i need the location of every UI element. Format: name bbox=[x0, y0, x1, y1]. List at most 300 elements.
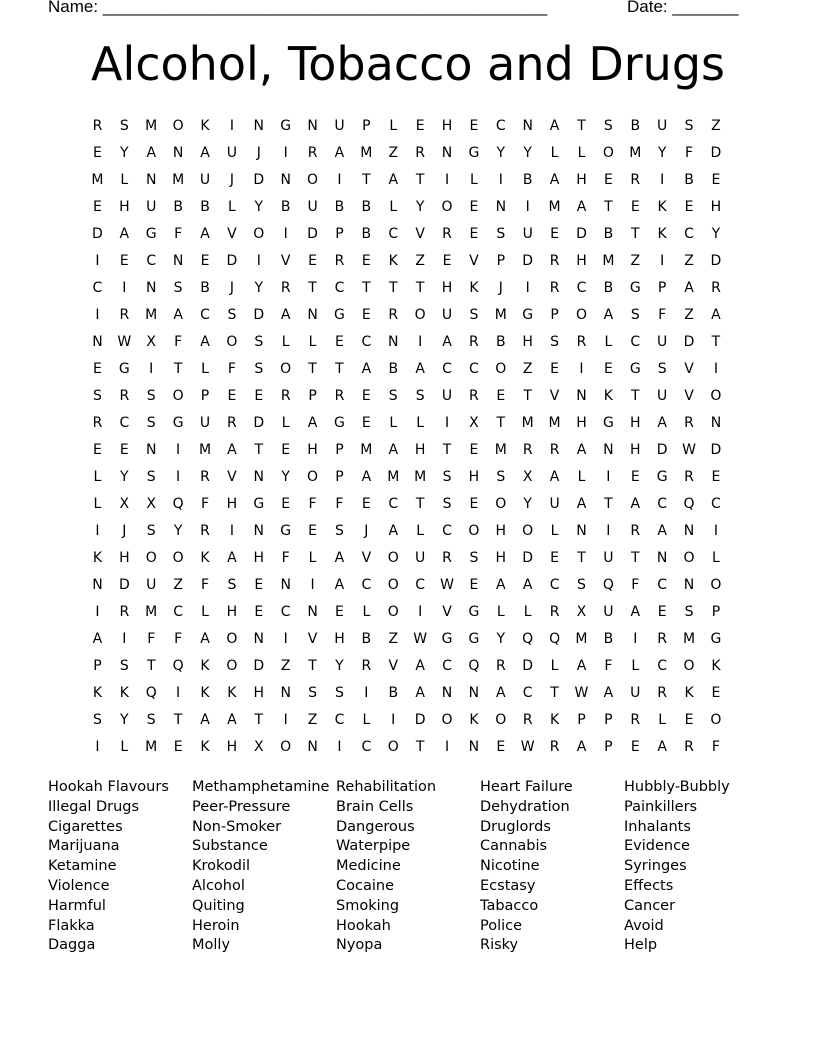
grid-letter: F bbox=[174, 631, 183, 647]
grid-letter: R bbox=[280, 388, 291, 404]
grid-letter: X bbox=[253, 739, 264, 755]
grid-letter: E bbox=[93, 442, 102, 458]
grid-letter: S bbox=[93, 712, 102, 728]
grid-letter: O bbox=[522, 523, 534, 539]
grid-letter: O bbox=[172, 118, 184, 134]
grid-letter: N bbox=[280, 577, 291, 593]
grid-letter: L bbox=[550, 145, 559, 161]
grid-letter: B bbox=[522, 172, 533, 188]
grid-letter: A bbox=[334, 550, 345, 566]
grid-letter: A bbox=[415, 685, 425, 701]
grid-letter: U bbox=[199, 172, 211, 188]
grid-letter: H bbox=[629, 442, 641, 458]
grid-letter: N bbox=[280, 172, 291, 188]
grid-letter: C bbox=[442, 523, 452, 539]
word-item: Cannabis bbox=[480, 838, 548, 855]
grid-letter: L bbox=[227, 199, 236, 215]
grid-letter: P bbox=[711, 604, 721, 620]
date-field: Date: _______ bbox=[627, 0, 739, 16]
grid-letter: O bbox=[226, 631, 238, 647]
grid-letter: S bbox=[146, 388, 156, 404]
grid-letter: S bbox=[469, 307, 479, 323]
grid-letter: Y bbox=[523, 496, 532, 512]
word-item: Ketamine bbox=[48, 858, 117, 875]
grid-letter: W bbox=[440, 577, 454, 593]
grid-letter: T bbox=[415, 172, 425, 188]
grid-letter: E bbox=[281, 442, 291, 458]
grid-letter: S bbox=[146, 712, 156, 728]
word-item: Violence bbox=[48, 877, 110, 894]
grid-letter: E bbox=[711, 469, 721, 485]
grid-letter: N bbox=[253, 469, 265, 485]
grid-letter: I bbox=[525, 280, 530, 296]
grid-letter: I bbox=[95, 604, 100, 620]
grid-letter: A bbox=[549, 172, 560, 188]
grid-letter: C bbox=[469, 361, 479, 377]
grid-letter: A bbox=[173, 307, 183, 323]
grid-letter: E bbox=[469, 226, 479, 242]
grid-letter: O bbox=[602, 145, 614, 161]
grid-letter: P bbox=[604, 712, 613, 728]
grid-letter: H bbox=[576, 415, 587, 431]
grid-letter: D bbox=[683, 334, 695, 350]
grid-letter: L bbox=[604, 334, 613, 350]
grid-letter: A bbox=[576, 199, 587, 215]
grid-letter: I bbox=[149, 361, 154, 377]
grid-letter: D bbox=[253, 658, 265, 674]
grid-letter: B bbox=[603, 226, 614, 242]
grid-letter: M bbox=[145, 307, 158, 323]
grid-row bbox=[84, 410, 729, 437]
grid-letter: K bbox=[657, 199, 667, 215]
grid-letter: H bbox=[468, 469, 480, 485]
grid-letter: O bbox=[441, 199, 453, 215]
grid-letter: E bbox=[469, 442, 479, 458]
grid-letter: O bbox=[710, 388, 722, 404]
letter-grid bbox=[84, 113, 729, 761]
grid-letter: A bbox=[200, 226, 210, 242]
grid-row bbox=[84, 221, 729, 248]
grid-letter: Y bbox=[335, 658, 344, 674]
grid-letter: U bbox=[630, 685, 641, 701]
grid-letter: A bbox=[92, 631, 103, 647]
grid-letter: G bbox=[522, 307, 534, 323]
grid-letter: R bbox=[657, 631, 668, 647]
grid-letter: S bbox=[684, 604, 694, 620]
grid-letter: G bbox=[468, 145, 480, 161]
grid-letter: A bbox=[200, 631, 210, 647]
grid-letter: A bbox=[307, 415, 318, 431]
grid-row bbox=[84, 599, 729, 626]
grid-letter: I bbox=[633, 631, 638, 647]
grid-letter: S bbox=[227, 307, 237, 323]
grid-letter: R bbox=[469, 388, 479, 404]
grid-letter: E bbox=[469, 496, 479, 512]
grid-letter: O bbox=[387, 739, 399, 755]
grid-letter: B bbox=[280, 199, 291, 215]
grid-letter: T bbox=[362, 172, 371, 188]
grid-letter: M bbox=[682, 631, 696, 647]
grid-letter: X bbox=[469, 415, 479, 431]
grid-letter: C bbox=[522, 685, 533, 701]
grid-letter: J bbox=[498, 280, 503, 296]
grid-letter: N bbox=[145, 280, 157, 296]
grid-letter: O bbox=[253, 226, 265, 242]
grid-letter: S bbox=[603, 118, 613, 134]
grid-letter: O bbox=[495, 712, 507, 728]
grid-letter: E bbox=[550, 550, 560, 566]
grid-letter: T bbox=[577, 118, 586, 134]
grid-letter: A bbox=[576, 496, 587, 512]
grid-letter: E bbox=[469, 118, 479, 134]
grid-letter: U bbox=[334, 118, 345, 134]
grid-letter: S bbox=[630, 307, 640, 323]
grid-letter: E bbox=[630, 739, 640, 755]
grid-letter: F bbox=[335, 496, 344, 512]
grid-letter: R bbox=[334, 388, 345, 404]
grid-letter: V bbox=[684, 388, 694, 404]
grid-letter: C bbox=[361, 334, 372, 350]
grid-letter: E bbox=[335, 604, 344, 620]
word-item: Effects bbox=[624, 877, 674, 894]
grid-letter: X bbox=[522, 469, 533, 485]
grid-letter: E bbox=[496, 388, 506, 404]
grid-letter: Y bbox=[523, 145, 532, 161]
grid-letter: H bbox=[495, 523, 507, 539]
grid-letter: O bbox=[441, 712, 453, 728]
grid-letter: S bbox=[335, 523, 344, 539]
grid-letter: E bbox=[630, 199, 640, 215]
grid-letter: A bbox=[280, 307, 291, 323]
grid-letter: N bbox=[522, 118, 533, 134]
grid-letter: I bbox=[283, 145, 288, 161]
grid-letter: Q bbox=[602, 577, 614, 593]
grid-letter: T bbox=[308, 361, 317, 377]
grid-letter: A bbox=[119, 226, 130, 242]
grid-row bbox=[84, 545, 729, 572]
grid-letter: H bbox=[576, 253, 587, 269]
word-item: Krokodil bbox=[192, 858, 251, 875]
grid-letter: G bbox=[468, 604, 480, 620]
grid-letter: R bbox=[630, 523, 641, 539]
grid-letter: I bbox=[444, 172, 450, 188]
grid-letter: E bbox=[200, 253, 210, 269]
grid-letter: M bbox=[414, 469, 427, 485]
grid-letter: J bbox=[256, 145, 261, 161]
grid-letter: R bbox=[684, 469, 694, 485]
grid-letter: L bbox=[389, 199, 398, 215]
word-item: Harmful bbox=[48, 897, 106, 914]
grid-letter: C bbox=[442, 361, 452, 377]
grid-letter: E bbox=[361, 415, 371, 431]
header bbox=[48, 0, 748, 19]
grid-row bbox=[84, 707, 729, 734]
grid-letter: R bbox=[522, 442, 533, 458]
grid-letter: A bbox=[227, 712, 237, 728]
grid-letter: D bbox=[307, 226, 318, 242]
grid-letter: A bbox=[415, 361, 425, 377]
grid-letter: L bbox=[658, 712, 667, 728]
grid-letter: N bbox=[441, 145, 453, 161]
word-item: Inhalants bbox=[624, 818, 691, 835]
grid-letter: A bbox=[146, 145, 157, 161]
grid-letter: C bbox=[334, 280, 345, 296]
grid-letter: O bbox=[280, 739, 292, 755]
grid-letter: K bbox=[200, 658, 210, 674]
word-item: Waterpipe bbox=[336, 838, 411, 855]
word-item: Risky bbox=[480, 937, 519, 954]
grid-letter: U bbox=[441, 307, 453, 323]
grid-letter: A bbox=[657, 523, 667, 539]
grid-letter: Z bbox=[522, 361, 533, 377]
grid-letter: N bbox=[683, 523, 695, 539]
grid-letter: U bbox=[549, 496, 560, 512]
grid-letter: F bbox=[200, 496, 210, 512]
grid-letter: O bbox=[710, 577, 722, 593]
grid-letter: R bbox=[361, 658, 372, 674]
grid-letter: M bbox=[198, 442, 212, 458]
grid-letter: I bbox=[95, 253, 100, 269]
grid-letter: T bbox=[254, 712, 264, 728]
grid-letter: R bbox=[227, 415, 237, 431]
grid-letter: V bbox=[549, 388, 560, 404]
grid-letter: O bbox=[387, 577, 399, 593]
grid-letter: A bbox=[603, 307, 614, 323]
grid-letter: H bbox=[522, 334, 533, 350]
grid-letter: Q bbox=[683, 496, 695, 512]
grid-letter: A bbox=[200, 145, 210, 161]
grid-letter: V bbox=[684, 361, 694, 377]
grid-letter: B bbox=[361, 226, 372, 242]
grid-letter: C bbox=[146, 253, 157, 269]
word-item: Heroin bbox=[192, 917, 240, 934]
grid-letter: T bbox=[308, 658, 317, 674]
grid-letter: H bbox=[629, 415, 641, 431]
grid-letter: H bbox=[119, 550, 130, 566]
grid-letter: D bbox=[92, 226, 103, 242]
grid-letter: I bbox=[337, 172, 342, 188]
word-column bbox=[624, 778, 768, 956]
grid-letter: N bbox=[441, 685, 453, 701]
grid-letter: O bbox=[468, 523, 480, 539]
grid-letter: P bbox=[496, 253, 506, 269]
grid-letter: Y bbox=[120, 145, 129, 161]
grid-row bbox=[84, 302, 729, 329]
grid-letter: Y bbox=[711, 226, 721, 242]
grid-letter: Z bbox=[307, 712, 318, 728]
grid-letter: N bbox=[576, 388, 587, 404]
grid-letter: C bbox=[495, 118, 506, 134]
word-item: Smoking bbox=[336, 897, 400, 914]
grid-letter: O bbox=[307, 469, 319, 485]
grid-letter: N bbox=[253, 118, 265, 134]
grid-letter: A bbox=[227, 442, 237, 458]
grid-letter: G bbox=[441, 631, 453, 647]
grid-letter: E bbox=[93, 361, 102, 377]
grid-letter: I bbox=[606, 469, 611, 485]
grid-letter: C bbox=[657, 658, 668, 674]
grid-letter: I bbox=[713, 523, 718, 539]
grid-letter: E bbox=[603, 361, 613, 377]
grid-letter: E bbox=[469, 577, 479, 593]
grid-letter: I bbox=[256, 253, 261, 269]
word-item: Brain Cells bbox=[336, 798, 414, 815]
word-item: Ecstasy bbox=[480, 877, 536, 894]
grid-letter: G bbox=[145, 226, 157, 242]
grid-letter: S bbox=[146, 415, 156, 431]
grid-letter: K bbox=[388, 253, 398, 269]
grid-letter: C bbox=[361, 739, 372, 755]
grid-letter: R bbox=[442, 550, 452, 566]
grid-letter: T bbox=[335, 361, 344, 377]
grid-letter: E bbox=[442, 253, 452, 269]
grid-letter: K bbox=[119, 685, 129, 701]
grid-letter: G bbox=[172, 415, 184, 431]
grid-letter: T bbox=[630, 388, 640, 404]
grid-row bbox=[84, 626, 729, 653]
word-item: Painkillers bbox=[624, 798, 698, 815]
grid-letter: K bbox=[92, 685, 103, 701]
grid-letter: R bbox=[119, 307, 130, 323]
grid-letter: L bbox=[523, 604, 532, 620]
grid-letter: H bbox=[576, 172, 587, 188]
grid-letter: A bbox=[200, 334, 210, 350]
grid-letter: Z bbox=[684, 253, 694, 269]
grid-letter: E bbox=[603, 172, 613, 188]
grid-letter: U bbox=[307, 199, 318, 215]
word-column bbox=[336, 778, 480, 956]
word-item: Nicotine bbox=[480, 858, 540, 875]
word-item: Molly bbox=[192, 937, 231, 954]
grid-letter: P bbox=[550, 307, 559, 323]
grid-letter: I bbox=[498, 172, 503, 188]
grid-letter: C bbox=[442, 658, 452, 674]
grid-letter: A bbox=[496, 577, 506, 593]
grid-letter: Y bbox=[254, 199, 264, 215]
grid-letter: M bbox=[494, 442, 507, 458]
grid-letter: C bbox=[415, 577, 426, 593]
word-item: Peer-Pressure bbox=[192, 798, 291, 815]
grid-letter: D bbox=[710, 145, 722, 161]
grid-letter: H bbox=[253, 550, 265, 566]
word-item: Nyopa bbox=[336, 937, 383, 954]
word-item: Alcohol bbox=[192, 877, 245, 894]
grid-letter: U bbox=[441, 388, 453, 404]
grid-letter: T bbox=[173, 712, 183, 728]
grid-letter: K bbox=[684, 685, 694, 701]
grid-letter: B bbox=[603, 280, 614, 296]
word-column bbox=[480, 778, 624, 956]
grid-letter: K bbox=[469, 280, 479, 296]
grid-letter: V bbox=[415, 226, 425, 242]
grid-letter: M bbox=[360, 145, 373, 161]
grid-letter: B bbox=[388, 685, 399, 701]
grid-letter: I bbox=[176, 469, 181, 485]
grid-letter: E bbox=[335, 334, 344, 350]
grid-letter: F bbox=[227, 361, 236, 377]
grid-letter: A bbox=[711, 307, 721, 323]
grid-letter: T bbox=[146, 658, 156, 674]
grid-letter: O bbox=[387, 550, 399, 566]
grid-letter: B bbox=[496, 334, 506, 350]
grid-letter: A bbox=[657, 415, 667, 431]
grid-letter: M bbox=[91, 172, 104, 188]
grid-letter: O bbox=[280, 361, 292, 377]
grid-letter: V bbox=[388, 658, 399, 674]
word-item: Cancer bbox=[624, 897, 676, 914]
grid-letter: U bbox=[657, 334, 668, 350]
word-item: Hookah Flavours bbox=[48, 779, 169, 795]
grid-letter: I bbox=[122, 280, 127, 296]
grid-row bbox=[84, 113, 729, 140]
grid-letter: B bbox=[684, 172, 694, 188]
grid-letter: K bbox=[657, 226, 667, 242]
grid-letter: A bbox=[630, 496, 641, 512]
grid-letter: X bbox=[119, 496, 130, 512]
grid-letter: E bbox=[711, 172, 721, 188]
grid-letter: T bbox=[630, 226, 640, 242]
grid-letter: K bbox=[227, 685, 237, 701]
grid-letter: R bbox=[334, 253, 345, 269]
grid-letter: E bbox=[361, 307, 371, 323]
grid-letter: E bbox=[227, 388, 237, 404]
word-item: Medicine bbox=[336, 858, 401, 875]
grid-letter: W bbox=[520, 739, 535, 755]
grid-letter: E bbox=[550, 226, 560, 242]
grid-letter: R bbox=[119, 604, 130, 620]
grid-letter: A bbox=[388, 172, 399, 188]
grid-letter: V bbox=[280, 253, 291, 269]
grid-letter: Z bbox=[388, 631, 399, 647]
grid-letter: R bbox=[415, 145, 425, 161]
grid-letter: T bbox=[173, 361, 183, 377]
grid-letter: Z bbox=[630, 253, 641, 269]
grid-letter: F bbox=[200, 577, 210, 593]
word-list bbox=[48, 778, 768, 956]
grid-letter: O bbox=[387, 604, 399, 620]
grid-letter: E bbox=[173, 739, 183, 755]
word-item: Police bbox=[480, 917, 523, 934]
grid-letter: B bbox=[603, 631, 614, 647]
grid-letter: G bbox=[629, 280, 641, 296]
grid-letter: P bbox=[200, 388, 210, 404]
word-item: Druglords bbox=[480, 818, 551, 835]
grid-letter: O bbox=[683, 550, 695, 566]
grid-letter: V bbox=[307, 631, 318, 647]
grid-letter: C bbox=[280, 604, 291, 620]
grid-letter: F bbox=[174, 334, 183, 350]
grid-letter: Q bbox=[172, 496, 184, 512]
word-item: Dangerous bbox=[336, 818, 415, 835]
grid-letter: A bbox=[227, 550, 237, 566]
grid-letter: B bbox=[361, 631, 372, 647]
grid-letter: I bbox=[229, 118, 234, 134]
grid-letter: I bbox=[229, 523, 234, 539]
grid-letter: E bbox=[93, 199, 102, 215]
grid-letter: T bbox=[496, 415, 506, 431]
grid-letter: B bbox=[388, 361, 399, 377]
grid-letter: S bbox=[146, 469, 156, 485]
grid-letter: C bbox=[92, 280, 103, 296]
grid-letter: G bbox=[118, 361, 130, 377]
grid-letter: C bbox=[684, 226, 694, 242]
grid-letter: I bbox=[95, 523, 100, 539]
grid-letter: L bbox=[631, 658, 640, 674]
grid-letter: G bbox=[629, 361, 641, 377]
grid-letter: D bbox=[253, 415, 265, 431]
grid-letter: A bbox=[630, 604, 641, 620]
grid-letter: E bbox=[361, 253, 371, 269]
